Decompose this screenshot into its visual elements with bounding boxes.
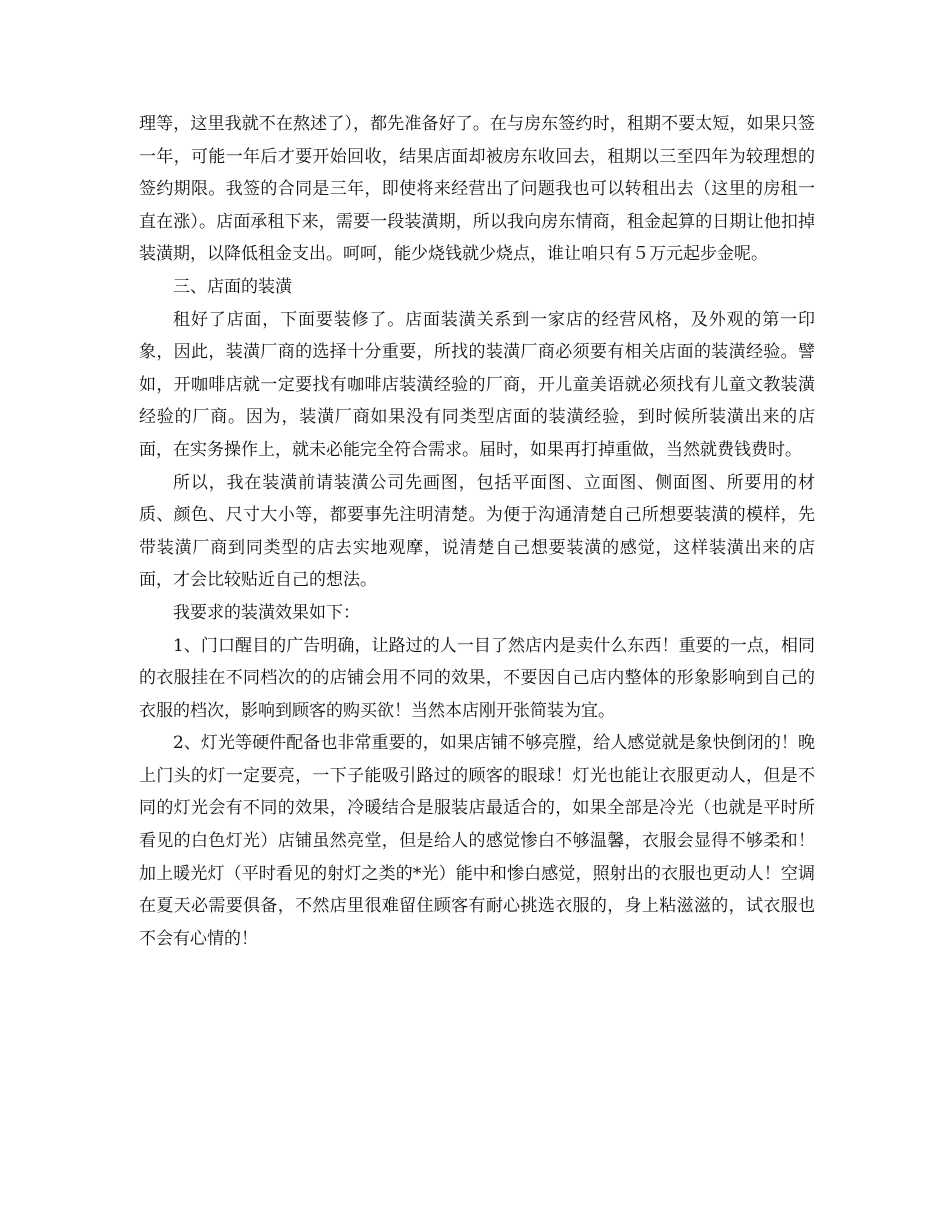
paragraph-design-plan: 所以，我在装潢前请装潢公司先画图，包括平面图、立面图、侧面图、所要用的材质、颜色、尺寸大小等，都要事先注明清楚。为便于沟通清楚自己所想要装潢的模样，先带装潢厂商到同类型的店去实地观摩，说清楚自己想要装潢的感觉，这样装潢出来的店面，才会比较贴近自己的想法。 (139, 472, 815, 591)
paragraph-decoration-intro: 租好了店面，下面要装修了。店面装潢关系到一家店的经营风格，及外观的第一印象，因此，装潢厂商的选择十分重要，所找的装潢厂商必须要有相关店面的装潢经验。譬如，开咖啡店就一定要找有咖啡店装潢经验的厂商，开儿童美语就必须找有儿童文教装潢经验的厂商。因为，装潢厂商如果没有同类型店面的装潢经验，到时候所装潢出来的店面，在实务操作上，就未必能完全符合需求。届时，如果再打掉重做，当然就费钱费时。 (139, 309, 815, 460)
list-item-requirement-1: 1、门口醒目的广告明确，让路过的人一目了然店内是卖什么东西！重要的一点，相同的衣服挂在不同档次的的店铺会用不同的效果，不要因自己店内整体的形象影响到自己的衣服的档次，影响到顾客的购买欲！当然本店刚开张简装为宜。 (139, 635, 815, 721)
paragraph-continuation: 理等，这里我就不在熬述了），都先准备好了。在与房东签约时，租期不要太短，如果只签一年，可能一年后才要开始回收，结果店面却被房东收回去，租期以三至四年为较理想的签约期限。我签的合同是三年，即使将来经营出了问题我也可以转租出去（这里的房租一直在涨）。店面承租下来，需要一段装潢期，所以我向房东情商，租金起算的日期让他扣掉装潢期，以降低租金支出。呵呵，能少烧钱就少烧点，谁让咱只有５万元起步金呢。 (139, 114, 815, 265)
list-item-requirement-2: 2、灯光等硬件配备也非常重要的，如果店铺不够亮膛，给人感觉就是象快倒闭的！晚上门头的灯一定要亮，一下子能吸引路过的顾客的眼球！灯光也能让衣服更动人，但是不同的灯光会有不同的效果，冷暖结合是服装店最适合的，如果全部是冷光（也就是平时所看见的白色灯光）店铺虽然亮堂，但是给人的感觉惨白不够温馨，衣服会显得不够柔和！加上暖光灯（平时看见的射灯之类的*光）能中和惨白感觉，照射出的衣服也更动人！空调在夏天必需要俱备，不然店里很难留住顾客有耐心挑选衣服的，身上粘滋滋的，试衣服也不会有心情的！ (139, 733, 815, 949)
paragraph-requirements-intro: 我要求的装潢效果如下： (173, 602, 360, 623)
document-page (139, 108, 815, 955)
section-heading-decoration: 三、店面的装潢 (173, 276, 292, 297)
